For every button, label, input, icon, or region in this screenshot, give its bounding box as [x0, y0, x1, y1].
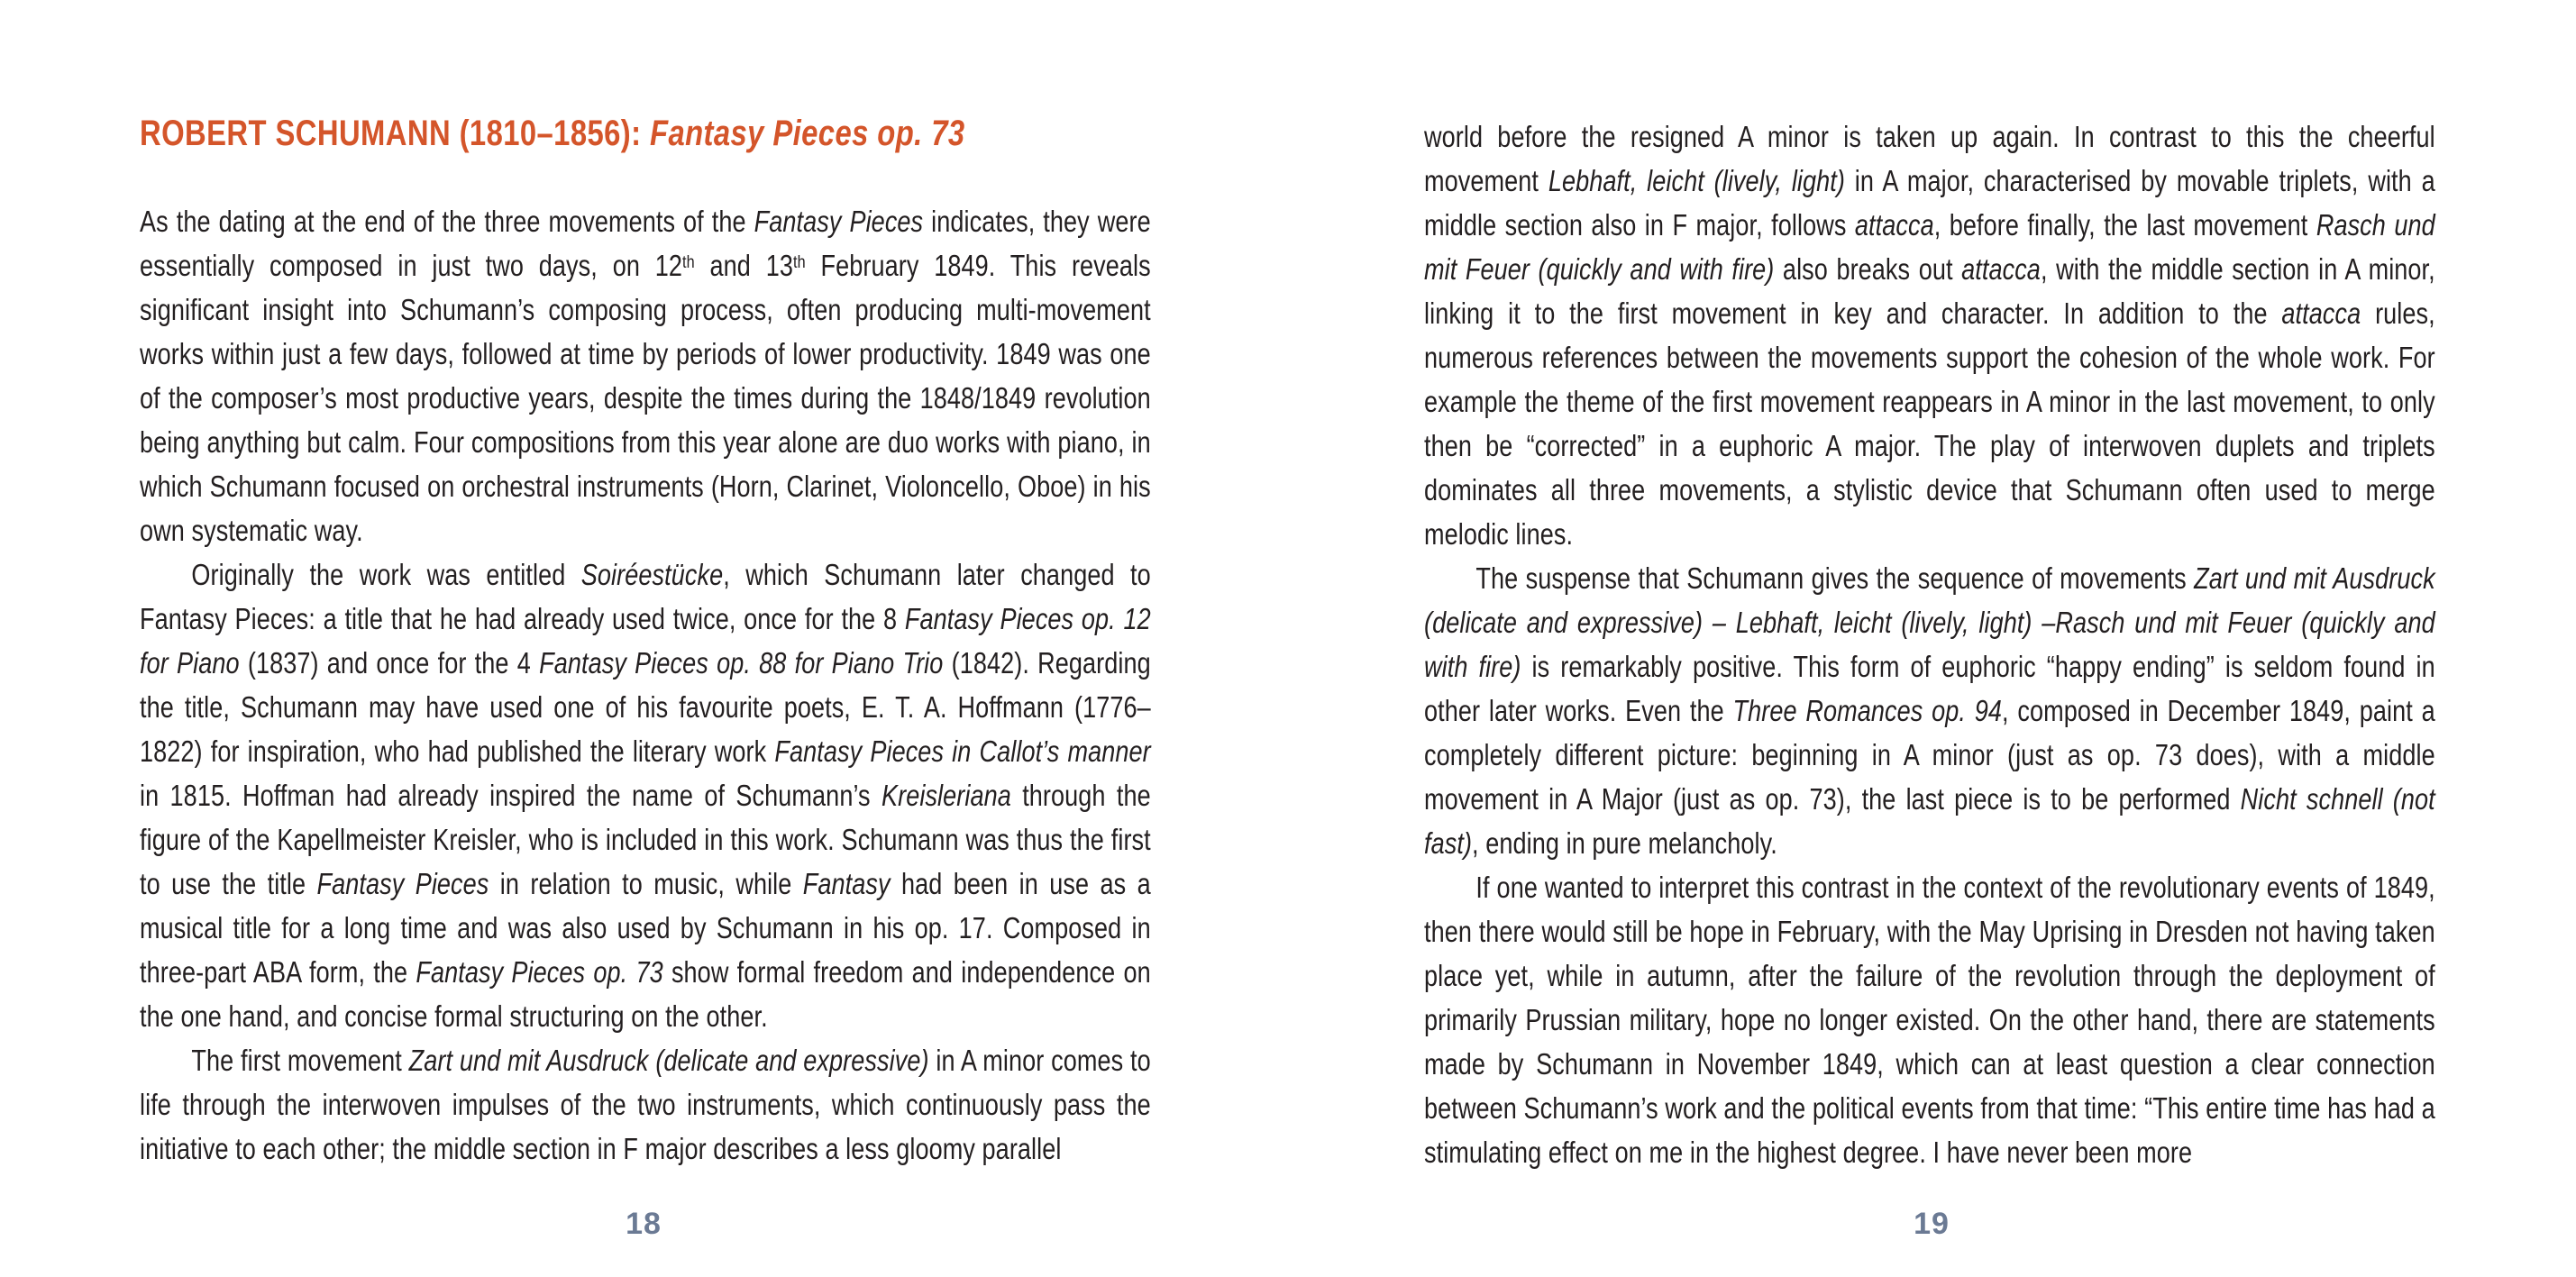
- body-paragraph: The suspense that Schumann gives the sequence of movements Zart und mit Ausdruck (delicate and expressive) – Lebhaft, leicht (lively, light) –Rasch und mit Feuer (quickly and with fire) is remarkably positive. This form of euphoric “happy ending” is seldom found in other later works. Even the Three Romances op. 94, composed in December 1849, paint a completely different picture: beginning in A minor (just as op. 73 does), with a middle movement in A Major (just as op. 73), the last piece is to be performed Nicht schnell (not fast), ending in pure melancholy.: [1424, 561, 2435, 860]
- page-number-right: 19: [1914, 1207, 1950, 1241]
- chapter-heading-block: [140, 112, 1151, 156]
- right-text-column: [1424, 114, 2435, 1174]
- body-paragraph: world before the resigned A minor is taken up again. In contrast to this the cheerful movement Lebhaft, leicht (lively, light) in A major, characterised by movable triplets, with a middle section also in F major, follows attacca, before finally, the last movement Rasch und mit Feuer (quickly and with fire) also breaks out attacca, with the middle section in A minor, linking it to the first movement in key and character. In addition to the attacca rules, numerous references between the movements support the cohesion of the whole work. For example the theme of the first movement reappears in A minor in the last movement, to only then be “corrected” in a euphoric A major. The play of interwoven duplets and triplets dominates all three movements, a stylistic device that Schumann often used to merge melodic lines.: [1424, 120, 2435, 551]
- left-text-column: [140, 199, 1151, 1171]
- page-number-left: 18: [626, 1207, 662, 1241]
- body-paragraph: The first movement Zart und mit Ausdruck (delicate and expressive) in A minor comes to life through the interwoven impulses of the two instruments, which continuously pass the initiative to each other; the middle section in F major describes a less gloomy parallel: [140, 1044, 1151, 1165]
- body-paragraph: Originally the work was entitled Soiréestücke, which Schumann later changed to Fantasy Pieces: a title that he had already used twice, once for the 8 Fantasy Pieces op. 12 for Piano (1837) and once for the 4 Fantasy Pieces op. 88 for Piano Trio (1842). Regarding the title, Schumann may have used one of his favourite poets, E. T. A. Hoffmann (1776–1822) for inspiration, who had published the literary work Fantasy Pieces in Callot’s manner in 1815. Hoffman had already inspired the name of Schumann’s Kreisleriana through the figure of the Kapellmeister Kreisler, who is included in this work. Schumann was thus the first to use the title Fantasy Pieces in relation to music, while Fantasy had been in use as a musical title for a long time and was also used by Schumann in his op. 17. Composed in three-part ABA form, the Fantasy Pieces op. 73 show formal freedom and independence on the one hand, and concise formal structuring on the other.: [140, 558, 1151, 1033]
- body-paragraph: If one wanted to interpret this contrast in the context of the revolutionary events of 1849, then there would still be hope in February, with the May Uprising in Dresden not having taken place yet, while in autumn, after the failure of the revolution through the deployment of primarily Prussian military, hope no longer existed. On the other hand, there are statements made by Schumann in November 1849, which can at least question a clear connection between Schumann’s work and the political events from that time: “This entire time has had a stimulating effect on me in the highest degree. I have never been more: [1424, 871, 2435, 1169]
- body-paragraph: As the dating at the end of the three movements of the Fantasy Pieces indicates, they were essentially composed in just two days, on 12th and 13th February 1849. This reveals significant insight into Schumann’s composing process, often producing multi-movement works within just a few days, followed at time by periods of lower productivity. 1849 was one of the composer’s most productive years, despite the times during the 1848/1849 revolution being anything but calm. Four compositions from this year alone are duo works with piano, in which Schumann focused on orchestral instruments (Horn, Clarinet, Violoncello, Oboe) in his own systematic way.: [140, 205, 1151, 547]
- chapter-heading: ROBERT SCHUMANN (1810–1856): Fantasy Pieces op. 73: [140, 114, 965, 153]
